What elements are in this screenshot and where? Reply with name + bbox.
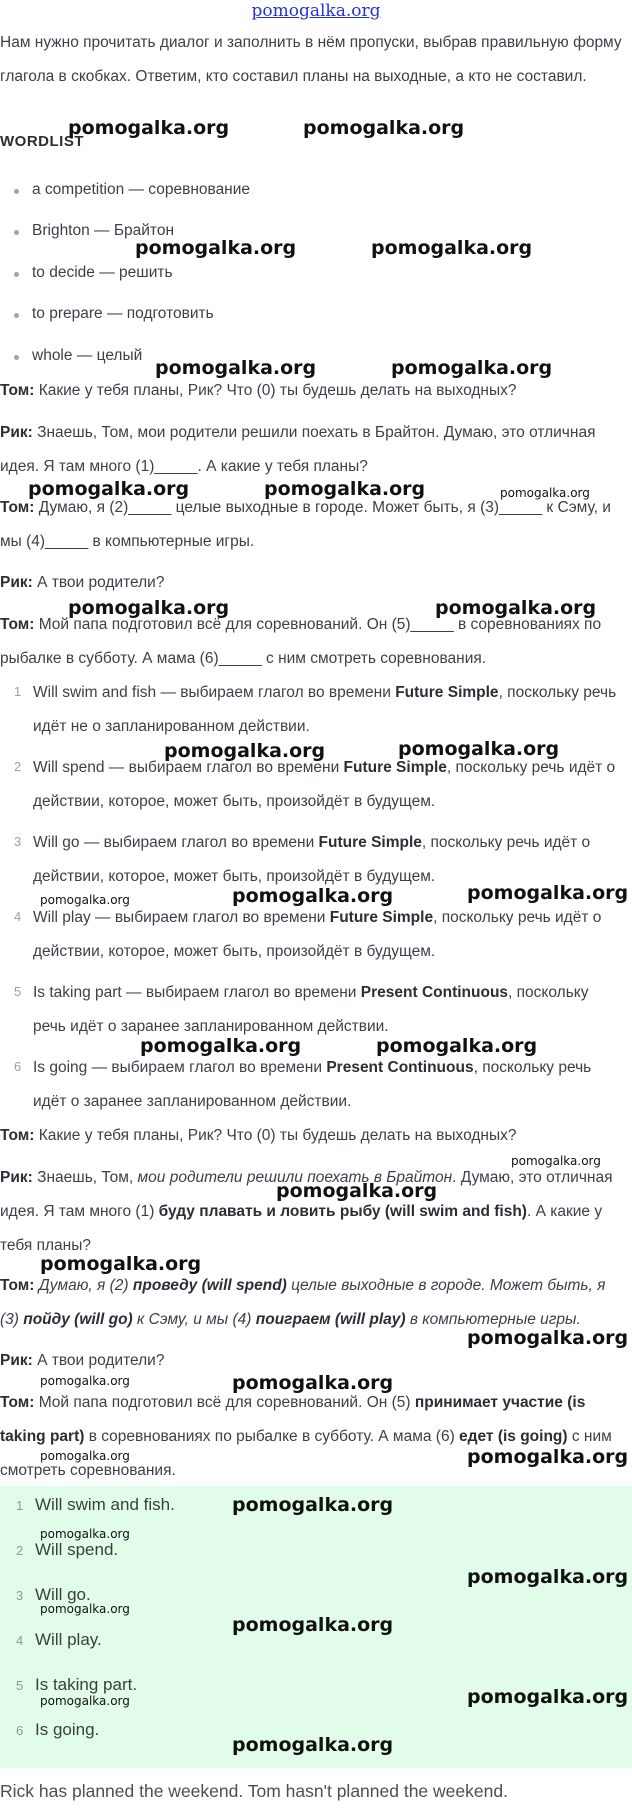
answer-number: 5 [16, 1678, 24, 1693]
wordlist-item: to prepare — подготовить [32, 305, 214, 322]
watermark: pomogalka.org [467, 882, 629, 904]
watermark: pomogalka.org [467, 1566, 629, 1588]
answer-number: 3 [16, 1588, 24, 1603]
watermark: pomogalka.org [467, 1327, 629, 1349]
intro-paragraph: Нам нужно прочитать диалог и заполнить в нём пропуски, выбрав правильную форму глагола в скобках. Ответим, кто составил планы на выходные, а кто не составил. [0, 34, 622, 85]
explanation-number: 6 [14, 1059, 22, 1074]
watermark: pomogalka.org [140, 1035, 302, 1057]
watermark: pomogalka.org [40, 1374, 130, 1388]
watermark: pomogalka.org [467, 1446, 629, 1468]
watermark: pomogalka.org [391, 357, 553, 379]
watermark: pomogalka.org [28, 478, 190, 500]
watermark: pomogalka.org [232, 885, 394, 907]
wordlist-item: a competition — соревнование [32, 181, 251, 198]
filled-line-rick: Рик: Знаешь, Том, мои родители решили поехать в Брайтон. Думаю, это отличная идея. Я там много (1) буду плавать и ловить рыбу (will swim and fish). А какие у тебя планы? [0, 1169, 613, 1254]
watermark: pomogalka.org [68, 597, 230, 619]
explanation-item: Will spend — выбираем глагол во времени Future Simple, поскольку речь идёт о действии, которое, может быть, произойдёт в будущем. [33, 759, 616, 810]
answer-item: Will swim and fish. [35, 1495, 175, 1514]
bullet-dot [14, 189, 19, 194]
answer-number: 1 [16, 1498, 24, 1513]
bullet-dot [14, 313, 19, 318]
watermark: pomogalka.org [264, 478, 426, 500]
explanation-item: Will swim and fish — выбираем глагол во времени Future Simple, поскольку речь идёт не о запланированном действии. [33, 684, 617, 735]
watermark: pomogalka.org [303, 117, 465, 139]
watermark: pomogalka.org [40, 1253, 202, 1275]
explanation-number: 1 [14, 684, 22, 699]
explanation-number: 4 [14, 909, 22, 924]
watermark: pomogalka.org [155, 357, 317, 379]
watermark: pomogalka.org [40, 1449, 130, 1463]
dialog-line-tom: Том: Думаю, я (2)_____ целые выходные в городе. Может быть, я (3)_____ к Сэму, и мы (4)_____ в компьютерные игры. [0, 499, 611, 550]
watermark: pomogalka.org [40, 1602, 130, 1616]
answer-number: 2 [16, 1543, 24, 1558]
watermark: pomogalka.org [511, 1154, 601, 1168]
wordlist-item: to decide — решить [32, 264, 173, 281]
site-logo-link[interactable]: pomogalka.org [251, 1, 381, 21]
watermark: pomogalka.org [40, 1694, 130, 1708]
dialog-line-tom: Том: Мой папа подготовил всё для соревнований. Он (5)_____ в соревнованиях по рыбалке в субботу. А мама (6)_____ с ним смотреть соревнования. [0, 616, 602, 667]
answer-item: Will go. [35, 1585, 91, 1604]
watermark: pomogalka.org [276, 1180, 438, 1202]
dialog-line-rick: Рик: Знаешь, Том, мои родители решили поехать в Брайтон. Думаю, это отличная идея. Я там много (1)_____. А какие у тебя планы? [0, 424, 596, 475]
answer-item: Will spend. [35, 1540, 119, 1559]
watermark: pomogalka.org [232, 1734, 394, 1756]
bullet-dot [14, 355, 19, 360]
wordlist-title: WORDLIST [0, 133, 84, 150]
watermark: pomogalka.org [467, 1686, 629, 1708]
filled-line-tom: Том: Какие у тебя планы, Рик? Что (0) ты будешь делать на выходных? [0, 1127, 517, 1144]
watermark: pomogalka.org [232, 1614, 394, 1636]
watermark: pomogalka.org [371, 237, 533, 259]
filled-line-tom: Том: Думаю, я (2) проведу (will spend) целые выходные в городе. Может быть, я (3) пойду (will go) к Сэму, и мы (4) поиграем (will play) в компьютерные игры. [0, 1277, 606, 1328]
explanation-item: Will play — выбираем глагол во времени Future Simple, поскольку речь идёт о действии, которое, может быть, произойдёт в будущем. [33, 909, 602, 960]
answer-number: 4 [16, 1633, 24, 1648]
watermark: pomogalka.org [40, 1527, 130, 1541]
answer-item: Is going. [35, 1720, 100, 1739]
explanation-number: 2 [14, 759, 22, 774]
bullet-dot [14, 230, 19, 235]
watermark: pomogalka.org [232, 1372, 394, 1394]
watermark: pomogalka.org [398, 738, 560, 760]
watermark: pomogalka.org [232, 1494, 394, 1516]
watermark: pomogalka.org [68, 117, 230, 139]
wordlist-item: Brighton — Брайтон [32, 222, 175, 239]
filled-line-rick: Рик: А твои родители? [0, 1352, 165, 1369]
dialog-line-tom: Том: Какие у тебя планы, Рик? Что (0) ты будешь делать на выходных? [0, 382, 517, 399]
answer-item: Will play. [35, 1630, 102, 1649]
wordlist-item: whole — целый [32, 347, 143, 364]
conclusion-text: Rick has planned the weekend. Tom hasn't planned the weekend. [0, 1781, 508, 1801]
filled-line-tom: Том: Мой папа подготовил всё для соревнований. Он (5) принимает участие (is taking part) в соревнованиях по рыбалке в субботу. А мама (6) едет (is going) с ним смотреть соревнования. [0, 1394, 612, 1479]
watermark: pomogalka.org [376, 1035, 538, 1057]
watermark: pomogalka.org [135, 237, 297, 259]
explanation-number: 3 [14, 834, 22, 849]
explanation-number: 5 [14, 984, 22, 999]
watermark: pomogalka.org [164, 740, 326, 762]
explanation-item: Is going — выбираем глагол во времени Present Continuous, поскольку речь идёт о заранее запланированном действии. [33, 1059, 592, 1110]
bullet-dot [14, 272, 19, 277]
answer-item: Is taking part. [35, 1675, 138, 1694]
watermark: pomogalka.org [435, 597, 597, 619]
explanation-item: Will go — выбираем глагол во времени Future Simple, поскольку речь идёт о действии, которое, может быть, произойдёт в будущем. [33, 834, 591, 885]
explanation-item: Is taking part — выбираем глагол во времени Present Continuous, поскольку речь идёт о заранее запланированном действии. [33, 984, 589, 1035]
answer-number: 6 [16, 1723, 24, 1738]
watermark: pomogalka.org [500, 486, 590, 500]
dialog-line-rick: Рик: А твои родители? [0, 574, 165, 591]
watermark: pomogalka.org [40, 893, 130, 907]
